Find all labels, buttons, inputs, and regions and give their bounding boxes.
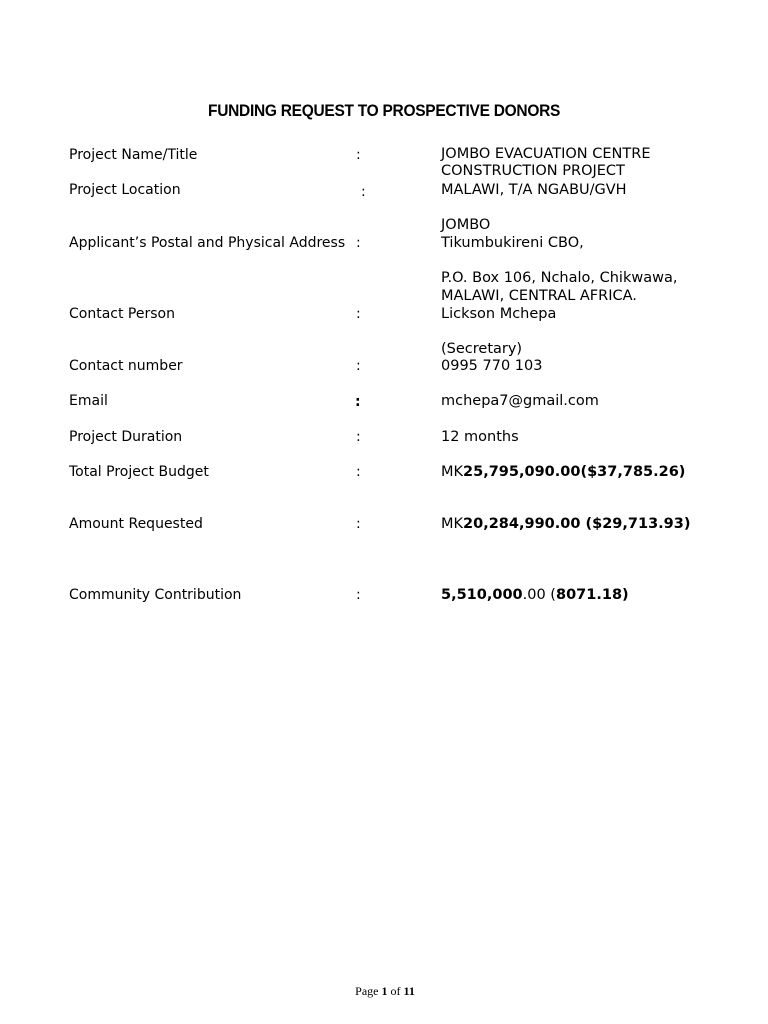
footer-page-number: 1 bbox=[381, 984, 388, 998]
total-budget-colon: : bbox=[356, 464, 361, 480]
footer-page-word: Page bbox=[355, 984, 382, 998]
project-name-value-line1: JOMBO EVACUATION CENTRE bbox=[441, 146, 651, 162]
contact-person-label: Contact Person bbox=[69, 306, 175, 322]
project-name-colon: : bbox=[356, 147, 361, 163]
contact-person-value-line1: Lickson Mchepa bbox=[441, 306, 557, 322]
total-budget-label: Total Project Budget bbox=[69, 464, 209, 480]
project-name-label: Project Name/Title bbox=[69, 147, 198, 163]
project-duration-value: 12 months bbox=[441, 429, 519, 445]
community-contribution-colon: : bbox=[356, 587, 361, 603]
project-duration-label: Project Duration bbox=[69, 429, 183, 445]
applicant-address-value-line1: Tikumbukireni CBO, bbox=[441, 235, 584, 251]
contact-number-label: Contact number bbox=[69, 358, 183, 374]
applicant-address-label: Applicant’s Postal and Physical Address bbox=[69, 235, 346, 251]
applicant-address-colon: : bbox=[356, 235, 361, 251]
total-budget-amount: 25,795,090.00($37,785.26) bbox=[463, 464, 686, 480]
project-location-value-line1: MALAWI, T/A NGABU/GVH bbox=[441, 182, 627, 198]
community-contribution-paren: 8071.18) bbox=[555, 587, 629, 603]
project-duration-colon: : bbox=[356, 429, 361, 445]
community-contribution-decimals: .00 bbox=[522, 587, 546, 603]
amount-requested-colon: : bbox=[356, 516, 361, 532]
project-name-value bbox=[441, 146, 651, 180]
email-label: Email bbox=[69, 393, 108, 409]
amount-requested-amount: 20,284,990.00 ($29,713.93) bbox=[463, 516, 691, 532]
project-name-value-line2: CONSTRUCTION PROJECT bbox=[441, 163, 625, 179]
project-location-label: Project Location bbox=[69, 182, 181, 198]
community-contribution-value bbox=[441, 586, 629, 604]
contact-person-value-line2: (Secretary) bbox=[441, 341, 523, 357]
community-contribution-main: 5,510,000 bbox=[441, 587, 523, 603]
project-location-value-line2: JOMBO bbox=[441, 217, 491, 233]
email-value[interactable]: mchepa7@gmail.com bbox=[441, 393, 599, 409]
footer-of-word: of bbox=[387, 984, 404, 998]
total-budget-currency: MK bbox=[441, 464, 464, 480]
community-contribution-paren-open: ( bbox=[545, 587, 556, 603]
contact-person-colon: : bbox=[356, 306, 361, 322]
project-location-colon: : bbox=[361, 184, 366, 200]
total-budget-value bbox=[441, 463, 685, 481]
community-contribution-label: Community Contribution bbox=[69, 587, 242, 603]
page-footer bbox=[0, 984, 768, 999]
footer-total-pages: 11 bbox=[403, 984, 415, 998]
applicant-address-value-line2: P.O. Box 106, Nchalo, Chikwawa, bbox=[441, 270, 678, 286]
amount-requested-value bbox=[441, 515, 690, 533]
email-colon: : bbox=[355, 394, 361, 410]
contact-number-value: 0995 770 103 bbox=[441, 358, 543, 374]
amount-requested-currency: MK bbox=[441, 516, 464, 532]
contact-number-colon: : bbox=[356, 358, 361, 374]
applicant-address-value-line3: MALAWI, CENTRAL AFRICA. bbox=[441, 288, 637, 304]
page-title: FUNDING REQUEST TO PROSPECTIVE DONORS bbox=[208, 102, 561, 120]
amount-requested-label: Amount Requested bbox=[69, 516, 203, 532]
